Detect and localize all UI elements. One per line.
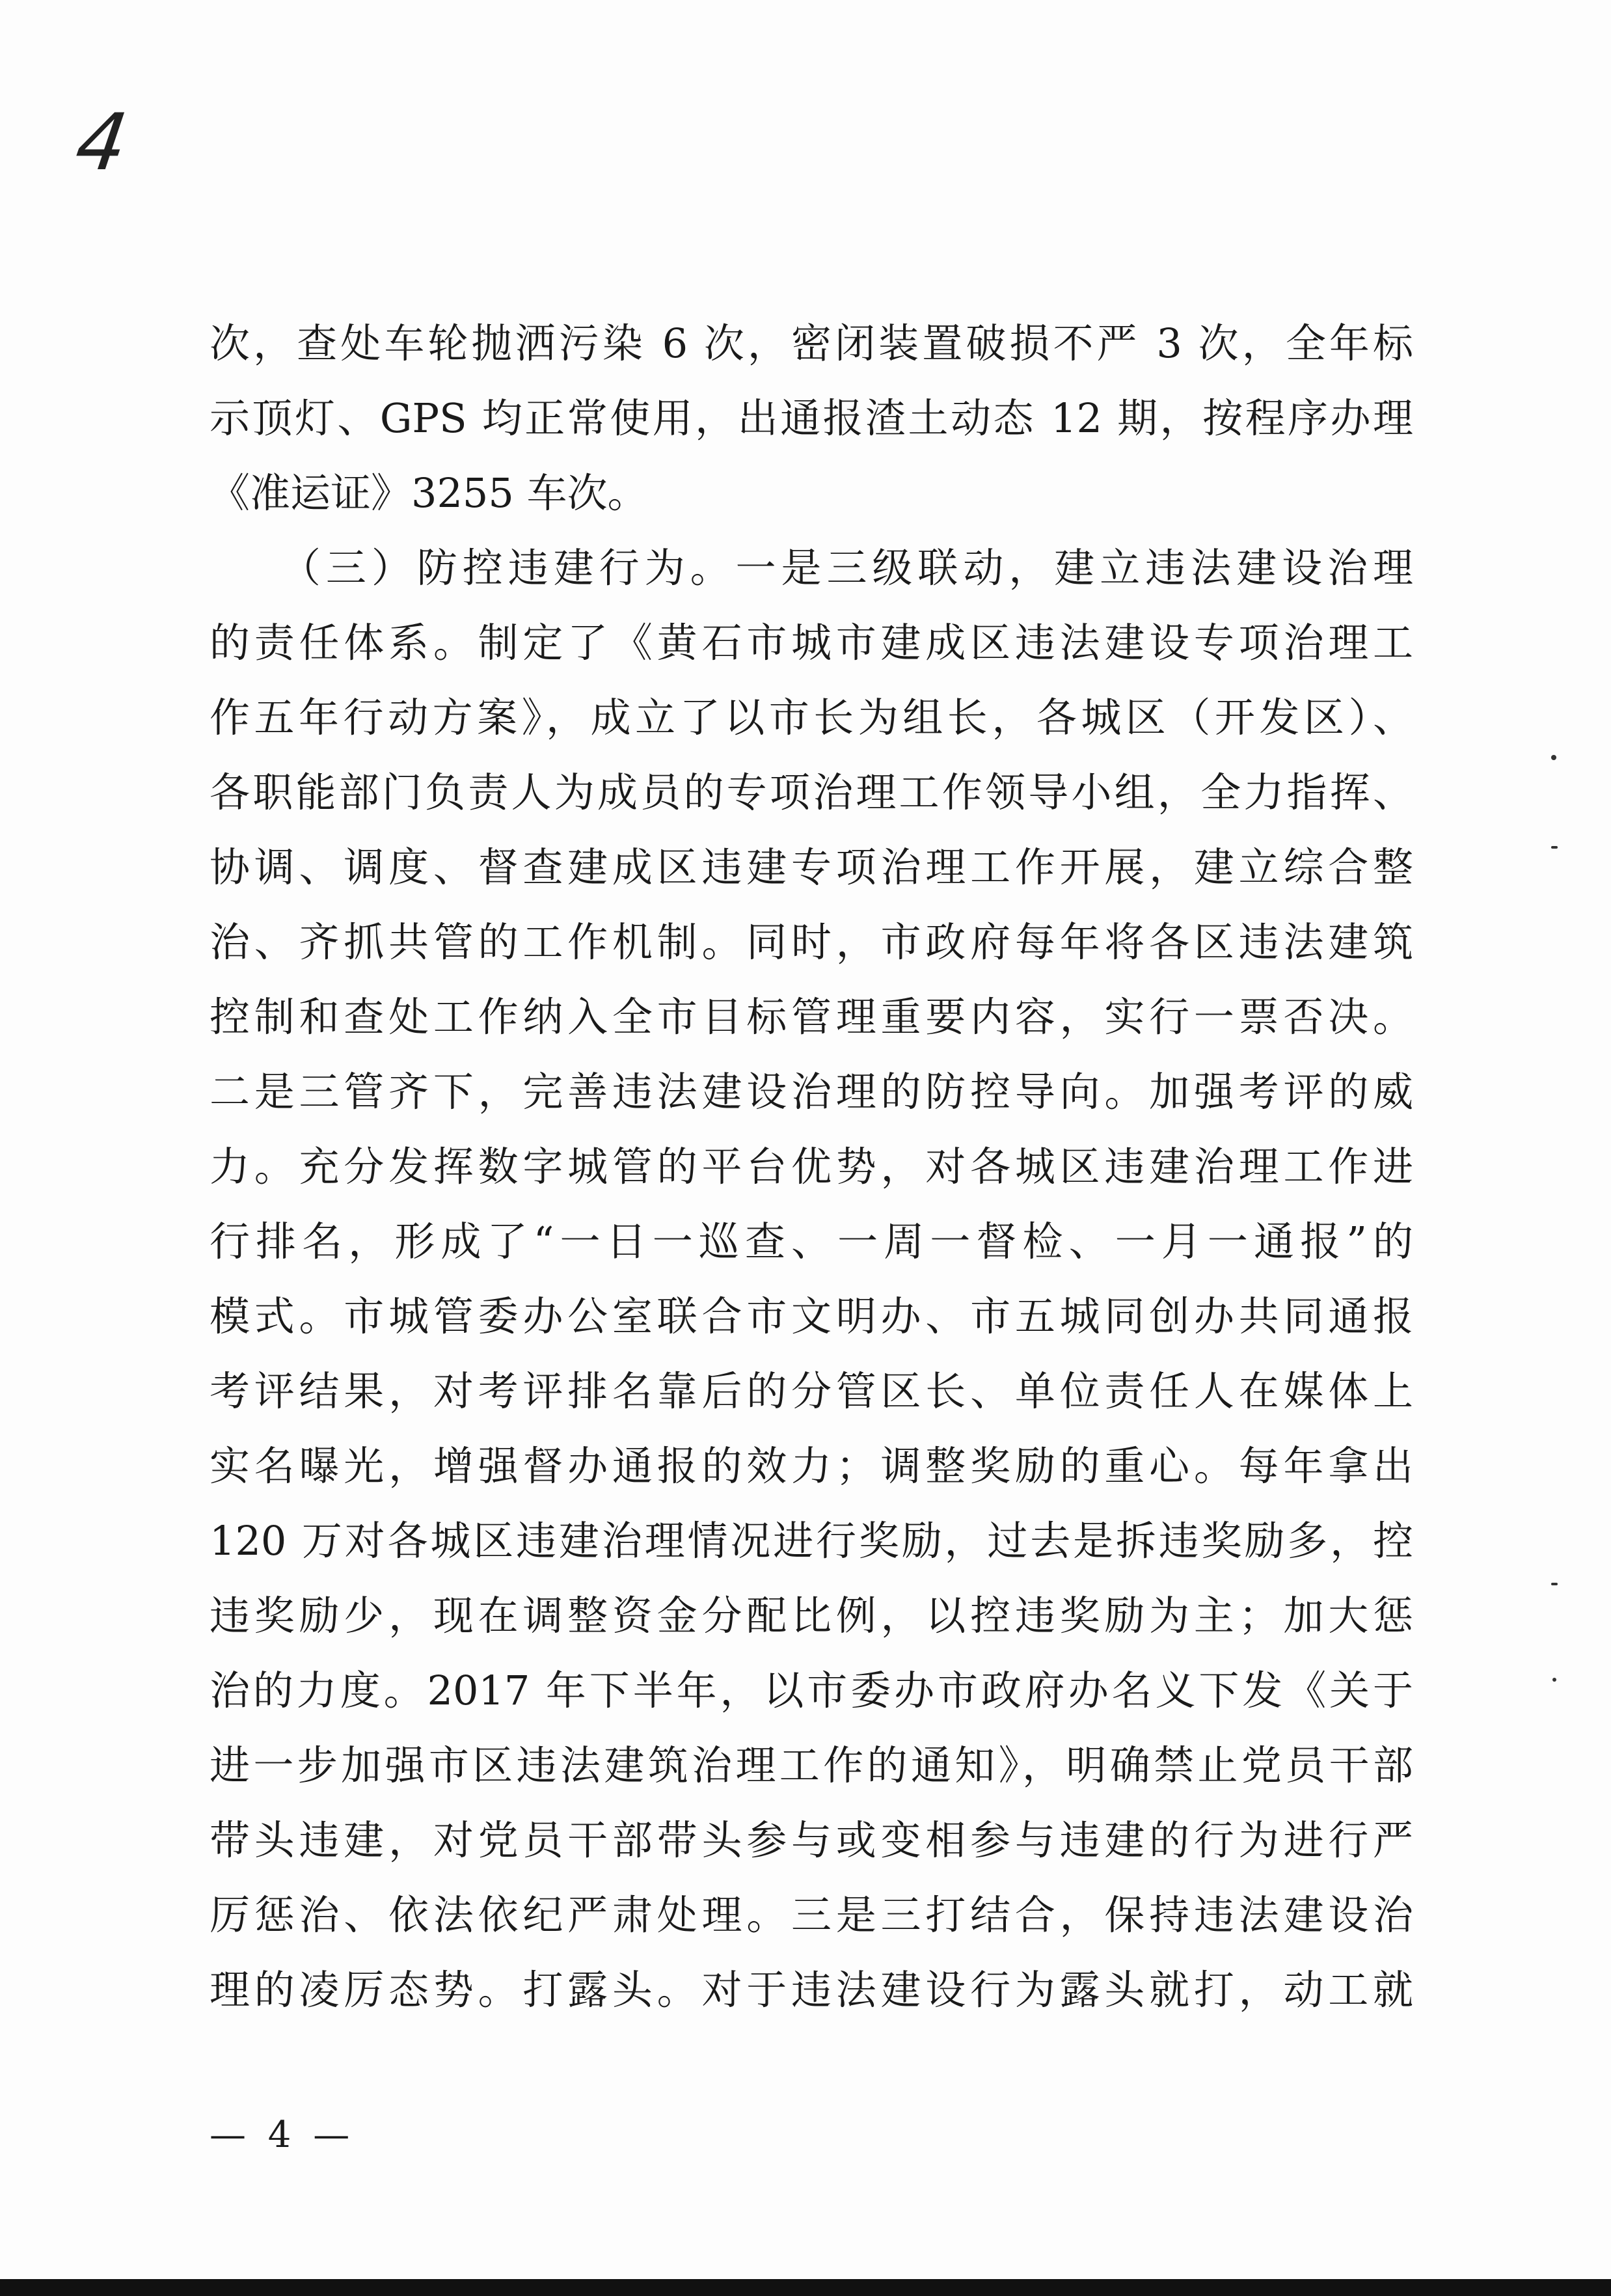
scan-speck — [1552, 1678, 1556, 1682]
body-text — [210, 306, 1413, 2027]
scan-speck — [1551, 1583, 1558, 1585]
scan-speck — [1551, 846, 1558, 849]
text-line: 理的凌厉态势。打露头。对于违法建设行为露头就打，动工就 — [210, 1966, 1413, 2014]
text-line: 示顶灯、GPS 均正常使用，出通报渣土动态 12 期，按程序办理 — [210, 394, 1413, 442]
text-line: 的责任体系。制定了《黄石市城市建成区违法建设专项治理工 — [210, 619, 1413, 666]
text-line: 行排名，形成了“一日一巡查、一周一督检、一月一通报”的 — [210, 1218, 1413, 1265]
text-line: 各职能部门负责人为成员的专项治理工作领导小组，全力指挥、 — [210, 769, 1413, 816]
handwritten-page-number: 4 — [70, 98, 133, 188]
text-line: 实名曝光，增强督办通报的效力；调整奖励的重心。每年拿出 — [210, 1442, 1413, 1490]
text-line: 进一步加强市区违法建筑治理工作的通知》，明确禁止党员干部 — [210, 1742, 1413, 1789]
text-line: 模式。市城管委办公室联合市文明办、市五城同创办共同通报 — [210, 1292, 1413, 1340]
footer-page-number: — 4 — — [210, 2114, 355, 2156]
text-line: 协调、调度、督查建成区违建专项治理工作开展，建立综合整 — [210, 843, 1413, 891]
text-line: 治的力度。2017 年下半年，以市委办市政府办名义下发《关于 — [210, 1667, 1413, 1714]
section-heading-line: （三）防控违建行为。一是三级联动，建立违法建设治理 — [210, 544, 1413, 592]
text-line: 厉惩治、依法依纪严肃处理。三是三打结合，保持违法建设治 — [210, 1891, 1413, 1939]
scan-speck — [1551, 755, 1556, 760]
text-line: 《准运证》3255 车次。 — [210, 469, 648, 517]
text-line: 考评结果，对考评排名靠后的分管区长、单位责任人在媒体上 — [210, 1367, 1413, 1415]
text-line: 治、齐抓共管的工作机制。同时，市政府每年将各区违法建筑 — [210, 918, 1413, 966]
text-line: 次，查处车轮抛洒污染 6 次，密闭装置破损不严 3 次，全年标 — [210, 320, 1413, 367]
text-line: 二是三管齐下，完善违法建设治理的防控导向。加强考评的威 — [210, 1068, 1413, 1115]
text-line: 带头违建，对党员干部带头参与或变相参与违建的行为进行严 — [210, 1816, 1413, 1864]
text-line: 违奖励少，现在调整资金分配比例，以控违奖励为主；加大惩 — [210, 1592, 1413, 1639]
text-line: 力。充分发挥数字城管的平台优势，对各城区违建治理工作进 — [210, 1143, 1413, 1190]
text-line: 控制和查处工作纳入全市目标管理重要内容，实行一票否决。 — [210, 993, 1413, 1041]
scan-edge — [0, 2279, 1611, 2296]
text-line: 120 万对各城区违建治理情况进行奖励，过去是拆违奖励多，控 — [210, 1517, 1413, 1565]
text-line: 作五年行动方案》，成立了以市长为组长，各城区（开发区）、 — [210, 694, 1413, 741]
